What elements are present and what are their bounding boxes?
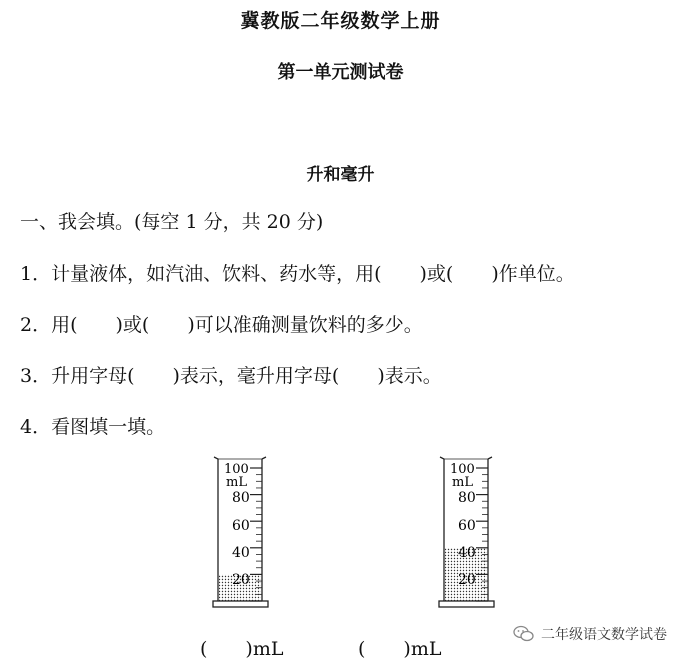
part-heading: 一、我会填。(每空 1 分，共 20 分) bbox=[20, 211, 324, 233]
tick-label-40: 40 bbox=[232, 545, 250, 561]
page-subtitle: 第一单元测试卷 bbox=[277, 62, 404, 83]
tick-label-80: 80 bbox=[458, 490, 476, 506]
tick-label-20: 20 bbox=[458, 572, 476, 588]
measuring-cylinder-right bbox=[438, 455, 498, 613]
question-1: 1．计量液体，如汽油、饮料、药水等，用( )或( )作单位。 bbox=[20, 263, 575, 285]
watermark bbox=[513, 624, 667, 644]
question-2: 2．用( )或( )可以准确测量饮料的多少。 bbox=[20, 314, 423, 336]
unit-label: mL bbox=[226, 475, 247, 490]
answer-blank-right[interactable]: ( )mL bbox=[358, 638, 442, 660]
answer-blank-left[interactable]: ( )mL bbox=[200, 638, 284, 660]
section-title: 升和毫升 bbox=[306, 165, 375, 185]
tick-label-60: 60 bbox=[458, 518, 476, 534]
unit-label: mL bbox=[452, 475, 473, 490]
measuring-cylinder-left bbox=[212, 455, 272, 613]
tick-label-20: 20 bbox=[232, 572, 250, 588]
question-4: 4．看图填一填。 bbox=[20, 416, 166, 438]
tick-label-40: 40 bbox=[458, 545, 476, 561]
tick-label-80: 80 bbox=[232, 490, 250, 506]
question-3: 3．升用字母( )表示，毫升用字母( )表示。 bbox=[20, 365, 442, 387]
tick-label-100: 100 bbox=[224, 462, 249, 477]
watermark-text: 二年级语文数学试卷 bbox=[541, 627, 667, 643]
tick-label-100: 100 bbox=[450, 462, 475, 477]
wechat-icon bbox=[513, 625, 535, 643]
tick-label-60: 60 bbox=[232, 518, 250, 534]
page-title: 冀教版二年级数学上册 bbox=[240, 10, 441, 32]
